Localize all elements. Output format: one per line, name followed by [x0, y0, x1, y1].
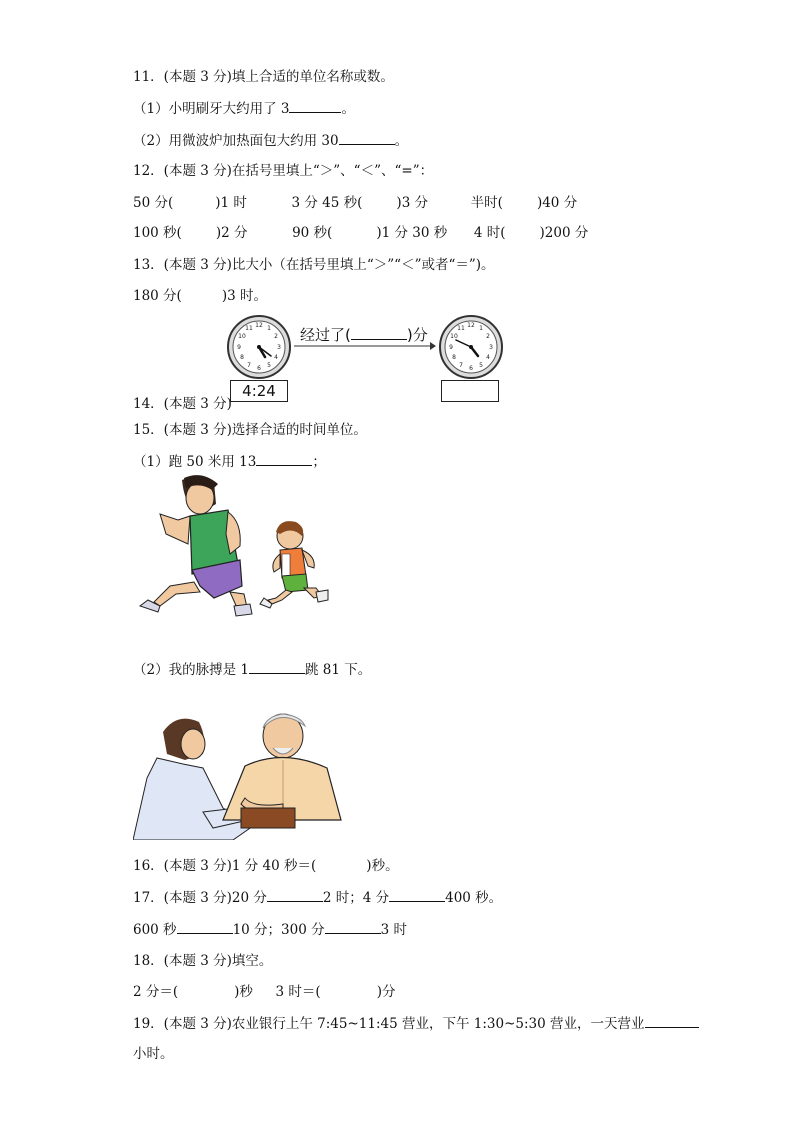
clock-start-time: 4:24: [230, 380, 288, 402]
svg-text:2: 2: [486, 333, 490, 340]
q12-row1: [133, 194, 577, 212]
clock-end-icon: [438, 314, 504, 380]
running-people-illustration: [130, 474, 335, 620]
q12-r1-a-right: )1 时: [215, 195, 247, 211]
q14-arrow-post: )分: [406, 326, 428, 344]
q19-line1: [133, 1015, 699, 1033]
q19-line2: 小时。: [133, 1046, 174, 1062]
q14-minutes-blank[interactable]: [351, 327, 407, 340]
q11-part2-text: （2）用微波炉加热面包大约用 30: [133, 133, 339, 149]
q15-part2-text: （2）我的脉搏是 1: [133, 662, 249, 678]
svg-text:11: 11: [457, 325, 465, 332]
svg-text:4: 4: [274, 354, 278, 361]
svg-text:1: 1: [267, 325, 271, 332]
q11-part1-end: 。: [341, 101, 355, 117]
q15-part1-end: ；: [312, 454, 326, 470]
q18-b-end: )分: [376, 984, 396, 1000]
q17-blank3[interactable]: [177, 921, 233, 934]
q11-part2-blank[interactable]: [339, 132, 395, 145]
q13-line: [133, 287, 267, 305]
q12-r2-b-left: 90 秒(: [292, 225, 333, 241]
q13-right: )3 时。: [221, 288, 267, 304]
svg-text:5: 5: [479, 362, 483, 369]
svg-text:1: 1: [479, 325, 483, 332]
q12-r1-c-left: 半时(: [470, 195, 503, 211]
q14-arrow-label: [300, 326, 428, 344]
q14-arrow-pre: 经过了(: [300, 326, 351, 344]
q16-end: )秒。: [366, 858, 399, 874]
q17-r2-mid: 10 分；300 分: [232, 922, 325, 938]
q15-part1: [133, 453, 326, 471]
q12-r1-b-left: 3 分 45 秒(: [291, 195, 363, 211]
q19-text: 19．(本题 3 分)农业银行上午 7:45~11:45 营业，下午 1:30~5:30 营业，一天营业: [133, 1016, 645, 1032]
q18-title: 18．(本题 3 分)填空。: [133, 953, 273, 969]
q15-part2-blank[interactable]: [249, 661, 305, 674]
q18-a-end: )秒: [234, 984, 253, 1000]
q12-r2-c-left: 4 时(: [473, 225, 506, 241]
svg-text:9: 9: [449, 344, 453, 351]
svg-text:12: 12: [467, 322, 475, 329]
clock-end-time-box[interactable]: [441, 380, 499, 402]
svg-text:10: 10: [238, 333, 246, 340]
svg-text:6: 6: [469, 365, 473, 372]
q11-part1: [133, 100, 355, 118]
q18-b-text: 3 时＝(: [275, 984, 321, 1000]
clock-start-icon: [226, 314, 292, 380]
svg-text:9: 9: [237, 344, 241, 351]
q11-part1-text: （1）小明刷牙大约用了 3: [133, 101, 290, 117]
q15-part2: [133, 661, 371, 679]
svg-text:11: 11: [245, 325, 253, 332]
q14-title: 14．(本题 3 分): [133, 396, 232, 412]
q12-r2-c-right: )200 分: [539, 225, 589, 241]
q15-part2-end: 跳 81 下。: [304, 662, 372, 678]
q16-text: 16．(本题 3 分)1 分 40 秒＝(: [133, 858, 317, 874]
q13-title: 13．(本题 3 分)比大小（在括号里填上“＞”“＜”或者“＝”)。: [133, 257, 495, 273]
q17-text: 17．(本题 3 分)20 分: [133, 890, 267, 906]
q18-line: [133, 983, 395, 1001]
svg-text:10: 10: [450, 333, 458, 340]
q17-r2-end: 3 时: [380, 922, 407, 938]
q19-blank[interactable]: [645, 1015, 699, 1028]
svg-text:8: 8: [452, 354, 456, 361]
q15-part1-text: （1）跑 50 米用 13: [133, 454, 257, 470]
q17-end: 400 秒。: [445, 890, 503, 906]
svg-text:7: 7: [459, 362, 463, 369]
q11-part2-end: 。: [394, 133, 409, 149]
q12-r1-c-right: )40 分: [536, 195, 578, 211]
q17-line2: [133, 921, 407, 939]
q12-row2: [133, 224, 588, 242]
q17-blank1[interactable]: [267, 889, 323, 902]
q13-left: 180 分(: [133, 288, 182, 304]
q11-part1-blank[interactable]: [289, 100, 341, 113]
svg-text:8: 8: [240, 354, 244, 361]
q18-a-text: 2 分＝(: [133, 984, 179, 1000]
q17-line1: [133, 889, 502, 907]
q12-r1-a-left: 50 分(: [133, 195, 174, 211]
pulse-check-illustration: [133, 708, 343, 840]
q11-part2: [133, 132, 408, 150]
q15-part1-blank[interactable]: [256, 453, 312, 466]
svg-text:3: 3: [489, 344, 493, 351]
q17-blank2[interactable]: [389, 889, 445, 902]
q12-r2-a-left: 100 秒(: [133, 225, 182, 241]
q15-title: 15．(本题 3 分)选择合适的时间单位。: [133, 422, 367, 438]
svg-text:4: 4: [486, 354, 490, 361]
svg-text:7: 7: [247, 362, 251, 369]
svg-text:12: 12: [255, 322, 263, 329]
svg-text:6: 6: [257, 365, 261, 372]
svg-text:5: 5: [267, 362, 271, 369]
q12-r2-b-right: )1 分 30 秒: [376, 225, 448, 241]
q11-title: 11．(本题 3 分)填上合适的单位名称或数。: [133, 69, 394, 85]
svg-text:2: 2: [274, 333, 278, 340]
q12-r2-a-right: )2 分: [215, 225, 248, 241]
q12-r1-b-right: )3 分: [396, 195, 429, 211]
svg-text:3: 3: [277, 344, 281, 351]
q17-blank4[interactable]: [325, 921, 381, 934]
q17-r2-text: 600 秒: [133, 922, 177, 938]
q12-title: 12．(本题 3 分)在括号里填上“＞”、“＜”、“=”：: [133, 163, 434, 179]
q16-line: [133, 857, 399, 875]
q17-mid: 2 时；4 分: [322, 890, 390, 906]
